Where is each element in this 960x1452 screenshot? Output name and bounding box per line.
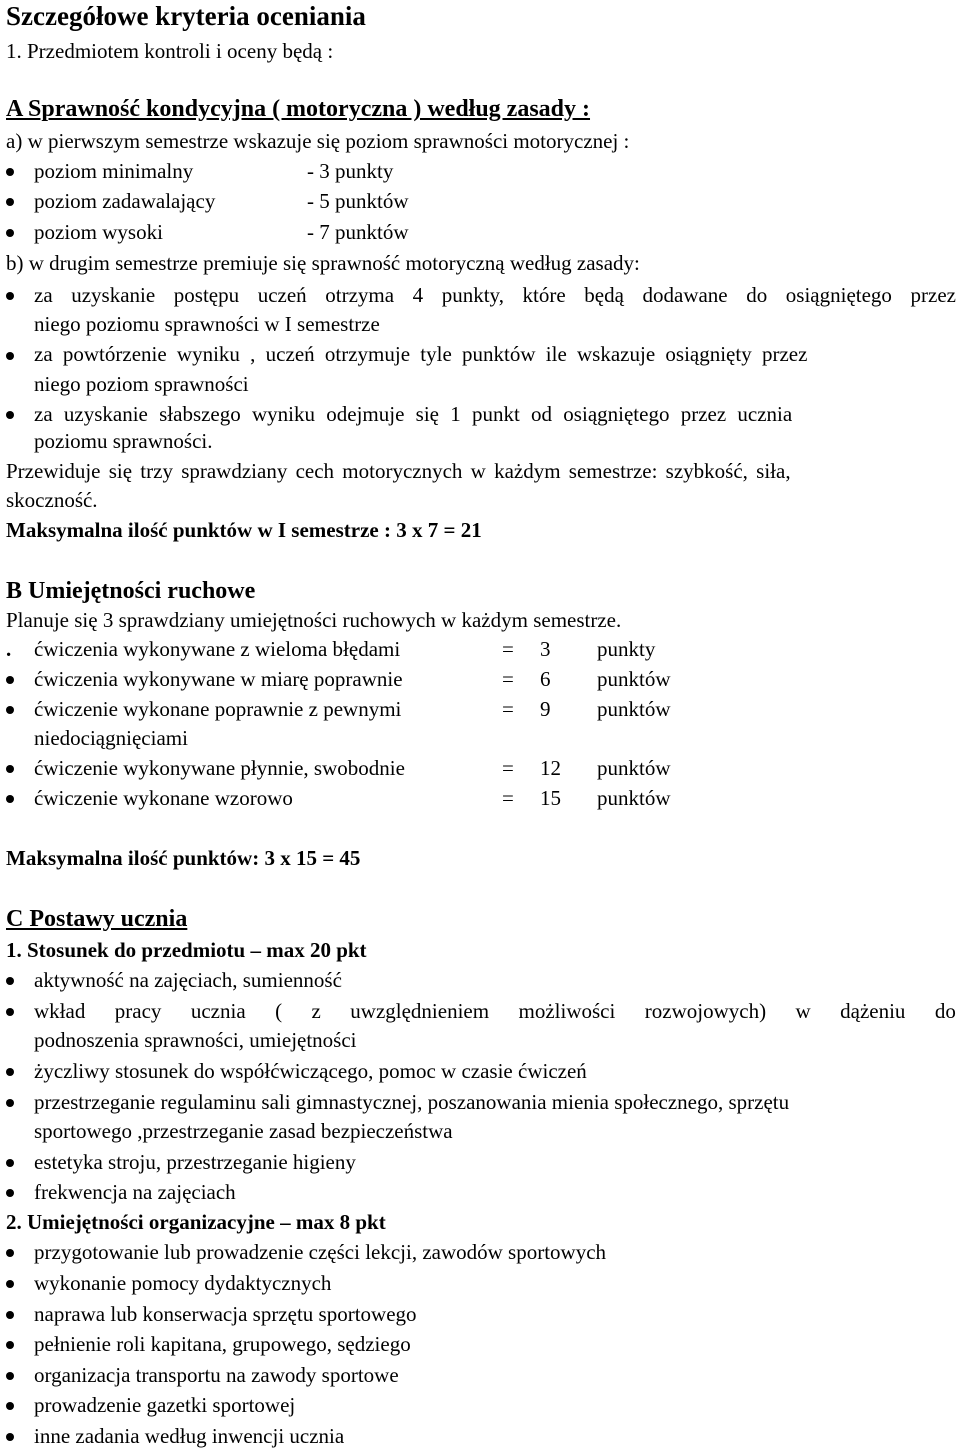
b-item-line1: za powtórzenie wyniku , uczeń otrzymuje tyle punktów ile wskazuje osiągnięty przez [34, 342, 808, 366]
row-eq: = [502, 667, 514, 691]
bullet-icon [6, 1341, 14, 1349]
bullet-icon [6, 1249, 14, 1257]
bullet-icon [6, 352, 14, 360]
bullet-icon [6, 676, 14, 684]
level-label: poziom wysoki [34, 220, 163, 244]
row-unit: punktów [597, 697, 671, 721]
bullet-icon [6, 1159, 14, 1167]
bullet-icon [6, 1311, 14, 1319]
section-c-heading: C Postawy ucznia [6, 906, 188, 932]
section-a-line-b: b) w drugim semestrze premiuje się sprawność motoryczną według zasady: [6, 251, 640, 275]
bullet-icon [6, 1189, 14, 1197]
row-eq: = [502, 756, 514, 780]
section-c-sub2: 2. Umiejętności organizacyjne – max 8 pkt [6, 1210, 386, 1234]
row-marker: . [6, 637, 12, 661]
c1-item-line2: sportowego ,przestrzeganie zasad bezpieczeństwa [34, 1119, 453, 1143]
c2-item-text: organizacja transportu na zawody sportowe [34, 1363, 399, 1387]
row-num: 9 [540, 697, 551, 721]
section-c-sub1: 1. Stosunek do przedmiotu – max 20 pkt [6, 938, 367, 962]
section-a-max: Maksymalna ilość punktów w I semestrze : 3 x 7 = 21 [6, 518, 482, 542]
section-a-heading: A Sprawność kondycyjna ( motoryczna ) według zasady : [6, 96, 591, 122]
b-item-line1: za uzyskanie postępu uczeń otrzyma 4 punkty, które będą dodawane do osiągniętego przez [34, 283, 956, 307]
row-label: ćwiczenie wykonywane płynnie, swobodnie [34, 756, 405, 780]
row-label: ćwiczenia wykonywane w miarę poprawnie [34, 667, 403, 691]
c2-item-text: pełnienie roli kapitana, grupowego, sędziego [34, 1332, 411, 1356]
row-num: 12 [540, 756, 561, 780]
bullet-icon [6, 292, 14, 300]
c1-item-line1: przestrzeganie regulaminu sali gimnastycznej, poszanowania mienia społecznego, sprzętu [34, 1090, 790, 1114]
bullet-icon [6, 411, 14, 419]
row-unit: punktów [597, 786, 671, 810]
section-b-max: Maksymalna ilość punktów: 3 x 15 = 45 [6, 846, 361, 870]
c2-item-text: wykonanie pomocy dydaktycznych [34, 1271, 332, 1295]
row-eq: = [502, 637, 514, 661]
bullet-icon [6, 229, 14, 237]
bullet-icon [6, 1099, 14, 1107]
bullet-icon [6, 1068, 14, 1076]
row-eq: = [502, 697, 514, 721]
c1-item-line1: życzliwy stosunek do współćwiczącego, pomoc w czasie ćwiczeń [34, 1059, 587, 1083]
row-label: ćwiczenie wykonane poprawnie z pewnymi [34, 697, 402, 721]
row-label: ćwiczenia wykonywane z wieloma błędami [34, 637, 401, 661]
bullet-icon [6, 795, 14, 803]
b-item-line2: niego poziom sprawności [34, 372, 249, 396]
bullet-icon [6, 1402, 14, 1410]
bullet-icon [6, 765, 14, 773]
c2-item-text: inne zadania według inwencji ucznia [34, 1424, 345, 1448]
row-extra: niedociągnięciami [34, 726, 188, 750]
level-points: - 3 punkty [307, 159, 394, 183]
page-title: Szczegółowe kryteria oceniania [6, 1, 366, 31]
c1-item-line1: aktywność na zajęciach, sumienność [34, 968, 342, 992]
row-unit: punktów [597, 756, 671, 780]
row-num: 15 [540, 786, 561, 810]
section-b-intro: Planuje się 3 sprawdziany umiejętności ruchowych w każdym semestrze. [6, 608, 622, 632]
row-num: 6 [540, 667, 551, 691]
b-item-line1: za uzyskanie słabszego wyniku odejmuje się 1 punkt od osiągniętego przez ucznia [34, 402, 793, 426]
section-a-note-line1: Przewiduje się trzy sprawdziany cech motorycznych w każdym semestrze: szybkość, siła, [6, 459, 791, 483]
row-num: 3 [540, 637, 551, 661]
section-a-note-line2: skoczność. [6, 488, 98, 512]
bullet-icon [6, 1280, 14, 1288]
bullet-icon [6, 1372, 14, 1380]
c1-item-line1: estetyka stroju, przestrzeganie higieny [34, 1150, 356, 1174]
b-item-line2: poziomu sprawności. [34, 429, 213, 453]
level-label: poziom minimalny [34, 159, 194, 183]
bullet-icon [6, 977, 14, 985]
row-label: ćwiczenie wykonane wzorowo [34, 786, 293, 810]
b-item-line2: niego poziomu sprawności w I semestrze [34, 312, 380, 336]
c1-item-line2: podnoszenia sprawności, umiejętności [34, 1028, 357, 1052]
section-a-line-a: a) w pierwszym semestrze wskazuje się poziom sprawności motorycznej : [6, 129, 630, 153]
c2-item-text: przygotowanie lub prowadzenie części lekcji, zawodów sportowych [34, 1240, 607, 1264]
intro-line: 1. Przedmiotem kontroli i oceny będą : [6, 39, 334, 63]
bullet-icon [6, 706, 14, 714]
level-points: - 5 punktów [307, 189, 409, 213]
row-unit: punkty [597, 637, 656, 661]
bullet-icon [6, 1008, 14, 1016]
section-b-heading: B Umiejętności ruchowe [6, 578, 256, 604]
row-unit: punktów [597, 667, 671, 691]
c1-item-line1: wkład pracy ucznia ( z uwzględnieniem możliwości rozwojowych) w dążeniu do [34, 999, 956, 1023]
row-eq: = [502, 786, 514, 810]
c2-item-text: naprawa lub konserwacja sprzętu sportowego [34, 1302, 417, 1326]
level-points: - 7 punktów [307, 220, 409, 244]
bullet-icon [6, 198, 14, 206]
bullet-icon [6, 168, 14, 176]
c2-item-text: prowadzenie gazetki sportowej [34, 1393, 296, 1417]
c1-item-line1: frekwencja na zajęciach [34, 1180, 236, 1204]
level-label: poziom zadawalający [34, 189, 216, 213]
bullet-icon [6, 1433, 14, 1441]
